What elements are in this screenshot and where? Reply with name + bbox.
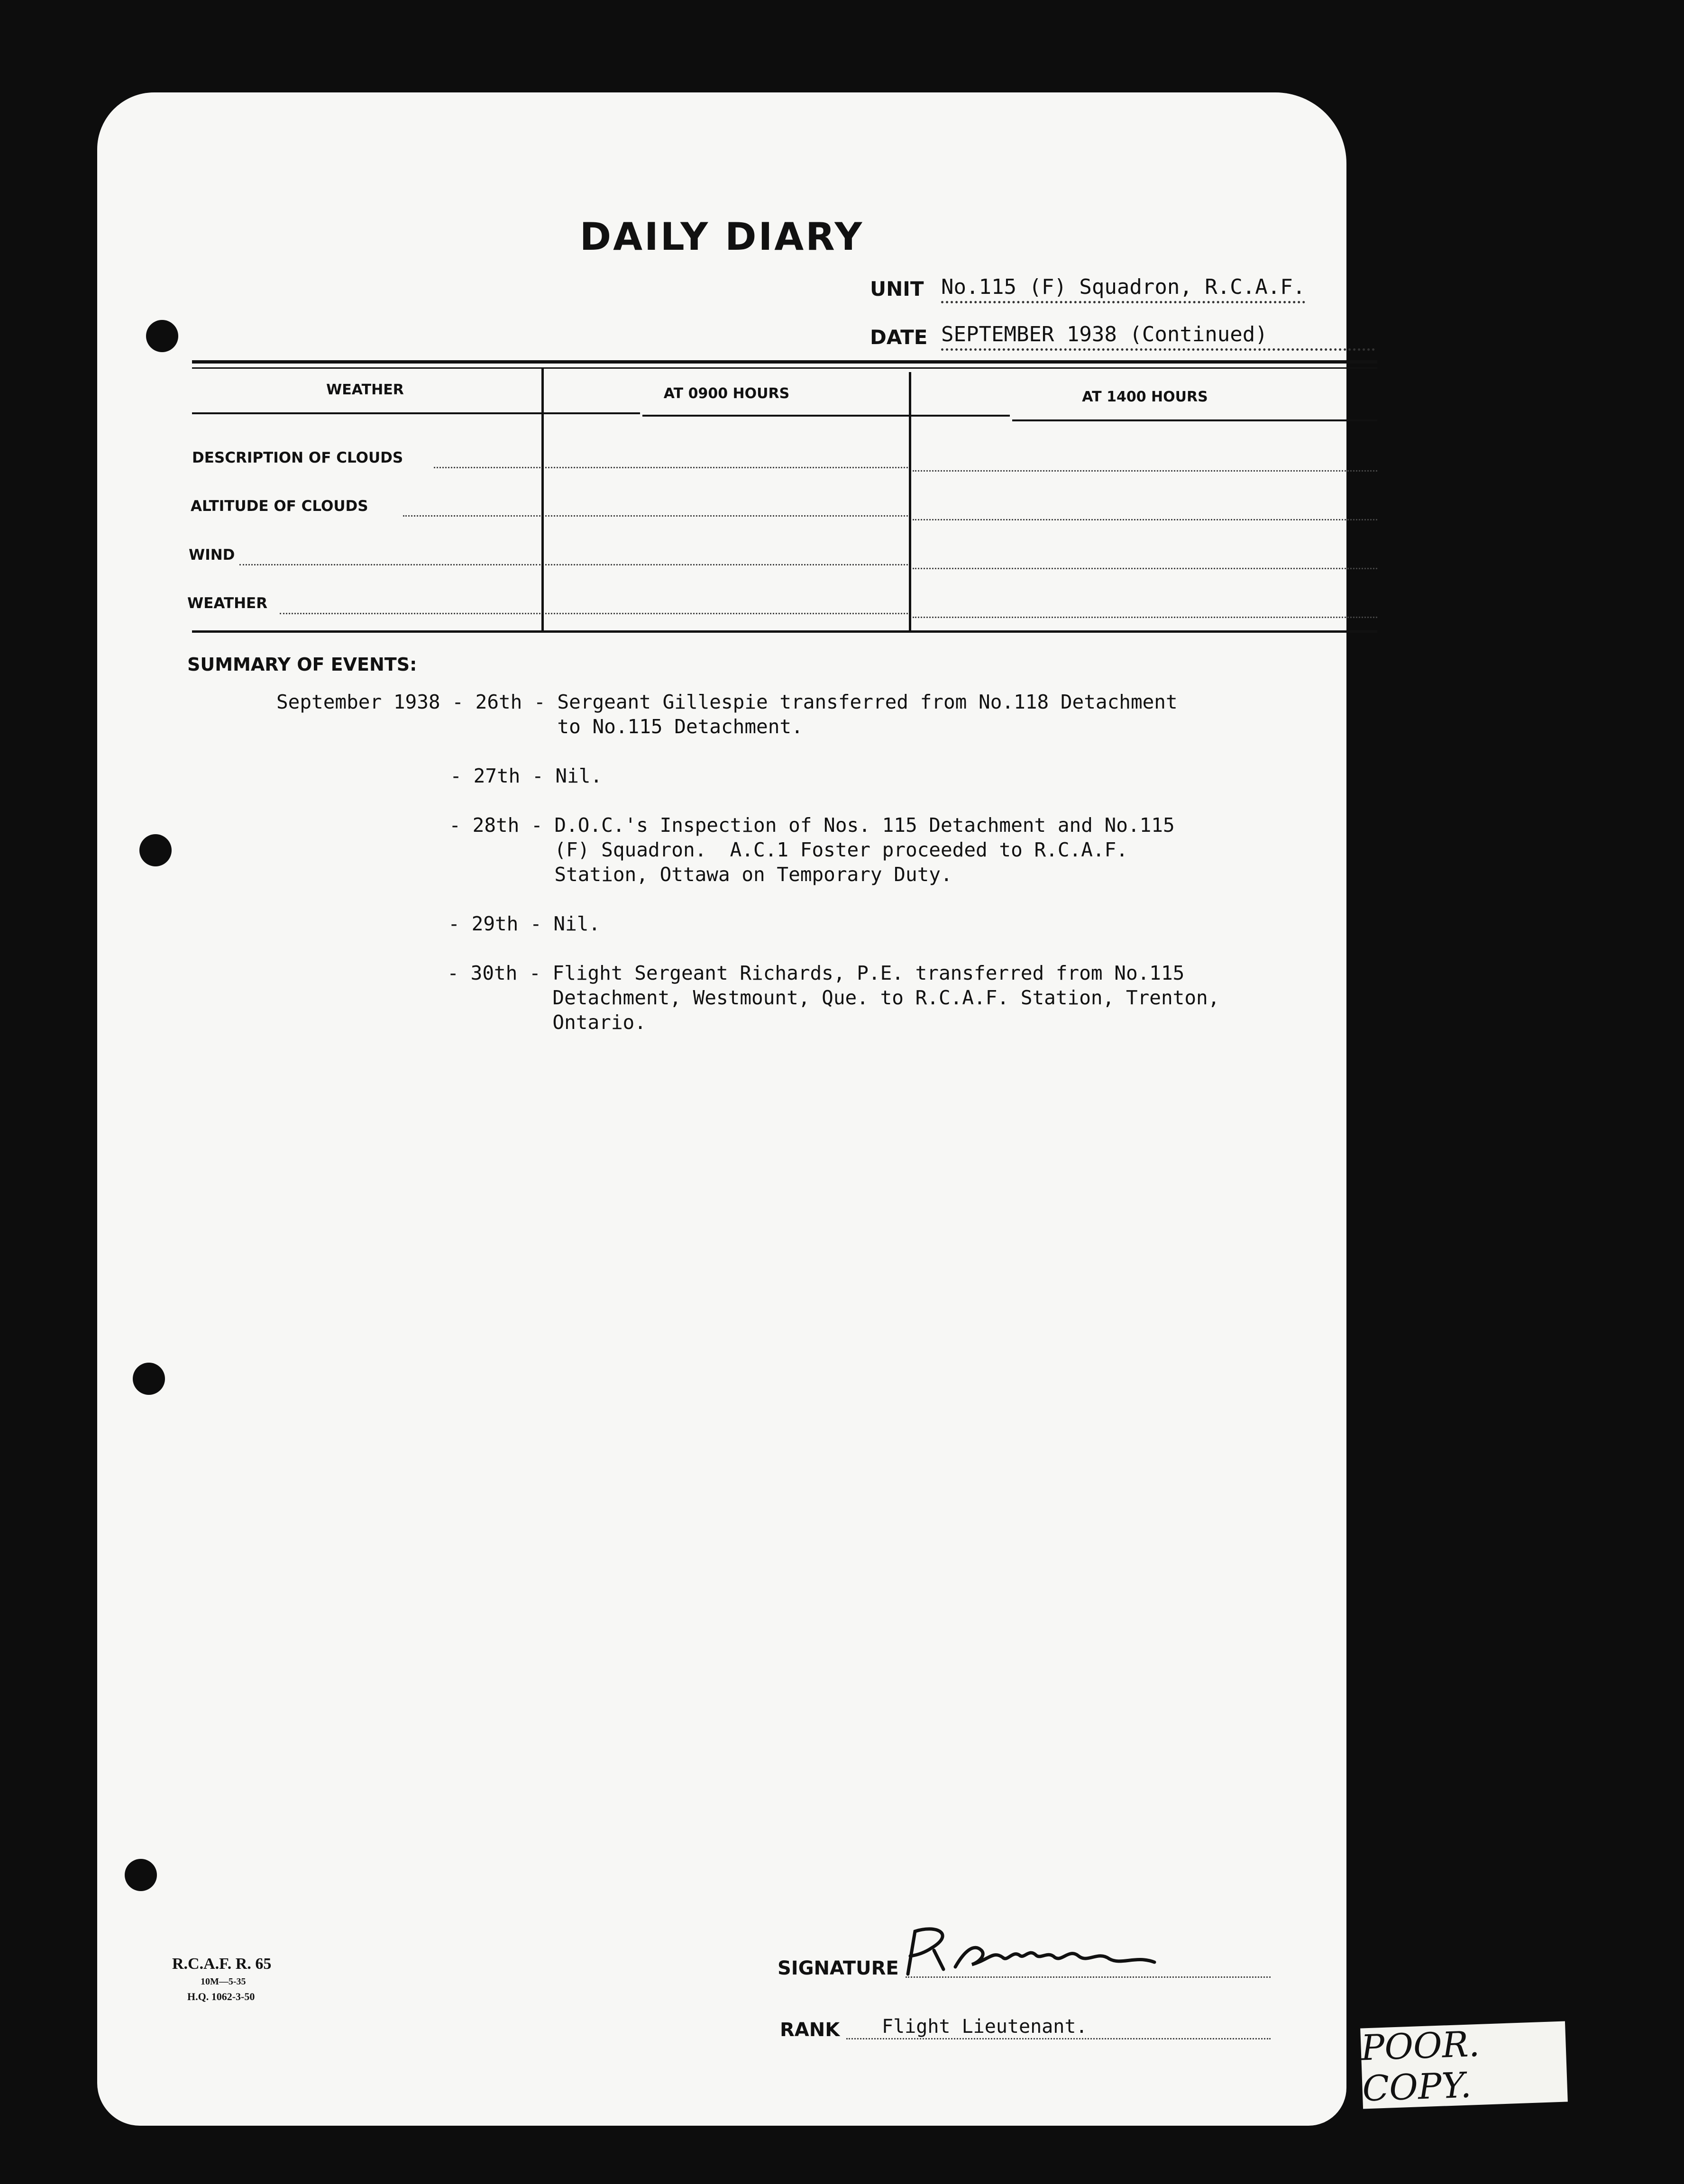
summary-heading: SUMMARY OF EVENTS: — [187, 654, 417, 675]
summary-line: September 1938 - 26th - Sergeant Gillespie transferred from No.118 Detachment — [276, 691, 1178, 713]
entry-line — [239, 564, 540, 565]
entry-line — [913, 617, 1377, 618]
col-1400: AT 1400 HOURS — [1082, 389, 1208, 405]
summary-line: to No.115 Detachment. — [276, 715, 803, 738]
table-bottom-rule — [192, 630, 1377, 633]
summary-line: - 28th - D.O.C.'s Inspection of Nos. 115 Detachment and No.115 — [274, 814, 1175, 837]
col-weather: WEATHER — [326, 382, 404, 398]
table-divider — [909, 372, 911, 632]
signature-label: SIGNATURE — [778, 1957, 899, 1979]
table-header-rule — [192, 412, 640, 414]
print-code: 10M—5-35 — [201, 1976, 246, 1987]
table-header-rule — [1012, 419, 1377, 421]
col-0900: AT 0900 HOURS — [663, 385, 790, 402]
binder-hole — [139, 834, 172, 866]
entry-line — [545, 467, 908, 468]
entry-line — [434, 467, 540, 468]
summary-line: Ontario. — [272, 1011, 646, 1034]
summary-line: - 29th - Nil. — [273, 912, 601, 935]
diary-sheet — [97, 92, 1346, 2126]
summary-line: Station, Ottawa on Temporary Duty. — [274, 863, 952, 886]
print-code: H.Q. 1062-3-50 — [187, 1991, 255, 2002]
table-header-rule — [642, 415, 1010, 417]
unit-label: UNIT — [870, 277, 924, 300]
summary-line: Detachment, Westmount, Que. to R.C.A.F. Station, Trenton, — [272, 986, 1220, 1009]
page-title: DAILY DIARY — [579, 215, 864, 259]
poor-copy-tag: POOR. COPY. — [1360, 2021, 1568, 2109]
table-top-rule-2 — [192, 367, 1377, 369]
entry-line — [403, 515, 540, 517]
date-value: SEPTEMBER 1938 (Continued) — [941, 322, 1375, 351]
signature-handwriting — [898, 1922, 1164, 1984]
entry-line — [545, 564, 908, 565]
row-altitude-of-clouds: ALTITUDE OF CLOUDS — [191, 498, 368, 515]
table-top-rule — [192, 360, 1377, 364]
table-divider — [541, 367, 544, 630]
row-wind: WIND — [189, 546, 235, 564]
entry-line — [913, 519, 1377, 520]
summary-line: (F) Squadron. A.C.1 Foster proceeded to R.C.A.F. — [274, 838, 1128, 861]
entry-line — [913, 470, 1377, 472]
date-label: DATE — [870, 326, 928, 349]
row-weather: WEATHER — [187, 595, 268, 612]
binder-hole — [133, 1363, 165, 1395]
rank-value: Flight Lieutenant. — [882, 2016, 1088, 2038]
rank-label: RANK — [780, 2019, 840, 2041]
binder-hole — [146, 320, 178, 352]
entry-line — [545, 613, 908, 614]
row-description-of-clouds: DESCRIPTION OF CLOUDS — [192, 449, 403, 466]
summary-line: - 30th - Flight Sergeant Richards, P.E. transferred from No.115 — [272, 962, 1185, 984]
form-number: R.C.A.F. R. 65 — [172, 1955, 272, 1973]
summary-line: - 27th - Nil. — [275, 764, 603, 787]
entry-line — [913, 568, 1377, 569]
entry-line — [545, 515, 908, 517]
entry-line — [280, 613, 540, 614]
rank-line — [846, 2038, 1271, 2039]
binder-hole — [125, 1859, 157, 1891]
unit-value: No.115 (F) Squadron, R.C.A.F. — [941, 275, 1305, 303]
